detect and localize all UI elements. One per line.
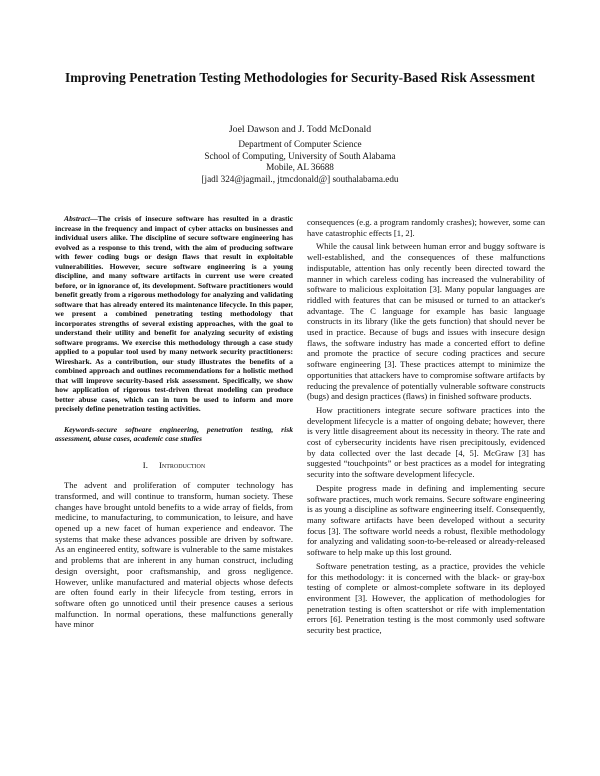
intro-paragraph-1: The advent and proliferation of computer technology has transformed, and will continue to transform, human society. These changes have brought untold benefits to a wide array of fields, from medicine, to manufacturing, to communication, to leisure, and have opened up a new facet of human experience and endeavor. The systems that make these advances possible are driven by software. As an engineered entity, software is vulnerable to the same mistakes and problems that are inherent in any human construct, including design oversight, poor craftsmanship, and gross negligence. However, unlike manufactured and material objects whose defects are often found early in their lifecycle from testing, errors in software often go unnoticed until their presence causes a serious malfunction. In normal operations, these malfunctions generally have minor [55, 480, 293, 630]
right-paragraph-5: Software penetration testing, as a practice, provides the vehicle for this methodology: it is concerned with the black- or gray-box testing of complete or almost-complete software in its deployed environment [3]. However, the application of methodologies for penetration testing is often scattershot or rife with implementation errors [6]. Penetration testing is the most commonly used software security best practice, [307, 560, 545, 636]
right-paragraph-1: consequences (e.g. a program randomly crashes); however, some can have catastrophic effects [1, 2]. [307, 217, 545, 238]
right-paragraph-4: Despite progress made in defining and implementing secure software practices, much work remains. Secure software engineering is as young a discipline as software engineering itself. Consequently, many software artifacts have been developed without a security focus [3]. The software world needs a robust, flexible methodology for analyzing and validating soon-to-be-released or already-released software to help make up this lost ground. [307, 482, 545, 558]
right-column [307, 217, 545, 636]
affiliation-city: Mobile, AL 36688 [266, 162, 334, 173]
affiliation-department: Department of Computer Science [238, 139, 362, 149]
section-title: Introduction [158, 459, 206, 470]
left-column [55, 214, 293, 630]
abstract [55, 214, 293, 414]
keywords: Keywords-secure software engineering, penetration testing, risk assessment, abuse cases, academic case studies [55, 424, 293, 443]
paper-title: Improving Penetration Testing Methodologies for Security-Based Risk Assessment [65, 70, 535, 85]
affiliation-email: [jadl 324@jagmail., jtmcdonald@] southalabama.edu [201, 174, 399, 185]
right-paragraph-3: How practitioners integrate secure software practices into the development lifecycle is a matter of ongoing debate; however, there is very little disagreement about its necessity in theory. The rate and cost of cybersecurity incidents have risen precipitously, evidenced by data collected over the last decade [4, 5]. McGraw [3] has suggested “touchpoints” or best practices as a model for integrating security into the software development lifecycle. [307, 404, 545, 480]
affiliation-school: School of Computing, University of South Alabama [204, 150, 396, 161]
author-affiliation [100, 139, 500, 186]
author-names: Joel Dawson and J. Todd McDonald [228, 124, 372, 135]
section-heading [55, 460, 293, 471]
abstract-label: Abstract [64, 214, 91, 223]
abstract-text: —The crisis of insecure software has resulted in a drastic increase in the frequency and impact of cyber attacks on businesses and individual users alike. The discipline of secure software engineering has evolved as a response to this trend, with the aim of producing software with fewer coding bugs or design flaws that result in exploitable vulnerabilities. However, secure software engineering is a young discipline, and many software artifacts in current use were created before, or in ignorance of, its development. Software practitioners would benefit greatly from a rigorous methodology for analyzing and validating software that has already entered its maintenance lifecycle. In this paper, we present a combined penetrating testing methodology that incorporates strengths of several existing approaches, with the goal to understand their utility and benefit for analyzing security of existing software programs. We exercise this methodology through a case study applied to a popular tool used by many network security practitioners: Wireshark. As a contribution, our study illustrates the benefits of a combined approach and outlines recommendations for a holistic method that will improve security-based risk assessment. Specifically, we show how application of rigorous test-driven threat modeling can produce better abuse cases, which can in turn be used to inform and more precisely define penetration testing activities. [55, 214, 293, 413]
section-number: I. [142, 459, 148, 470]
right-paragraph-2: While the causal link between human error and buggy software is well-established, and the consequences of these malfunctions indisputable, attention has only recently been directed toward the manner in which careless coding has increased the vulnerability of software to malicious exploitation [3]. Many popular languages are riddled with features that can be misused or turned to an attacker's advantage. The C language for example has basic language constructs in its library (like the gets function) that should never be used in practice. Because of bugs and issues with insecure design flaws, the software industry has made a concerted effort to define and promote the practice of secure coding practices and secure software engineering [3]. These practices attempt to minimize the opportunities that attackers have to compromise software artifacts by reducing the prevalence of potentially vulnerable software constructs (bugs) and design practices (flaws) in finished software products. [307, 241, 545, 402]
